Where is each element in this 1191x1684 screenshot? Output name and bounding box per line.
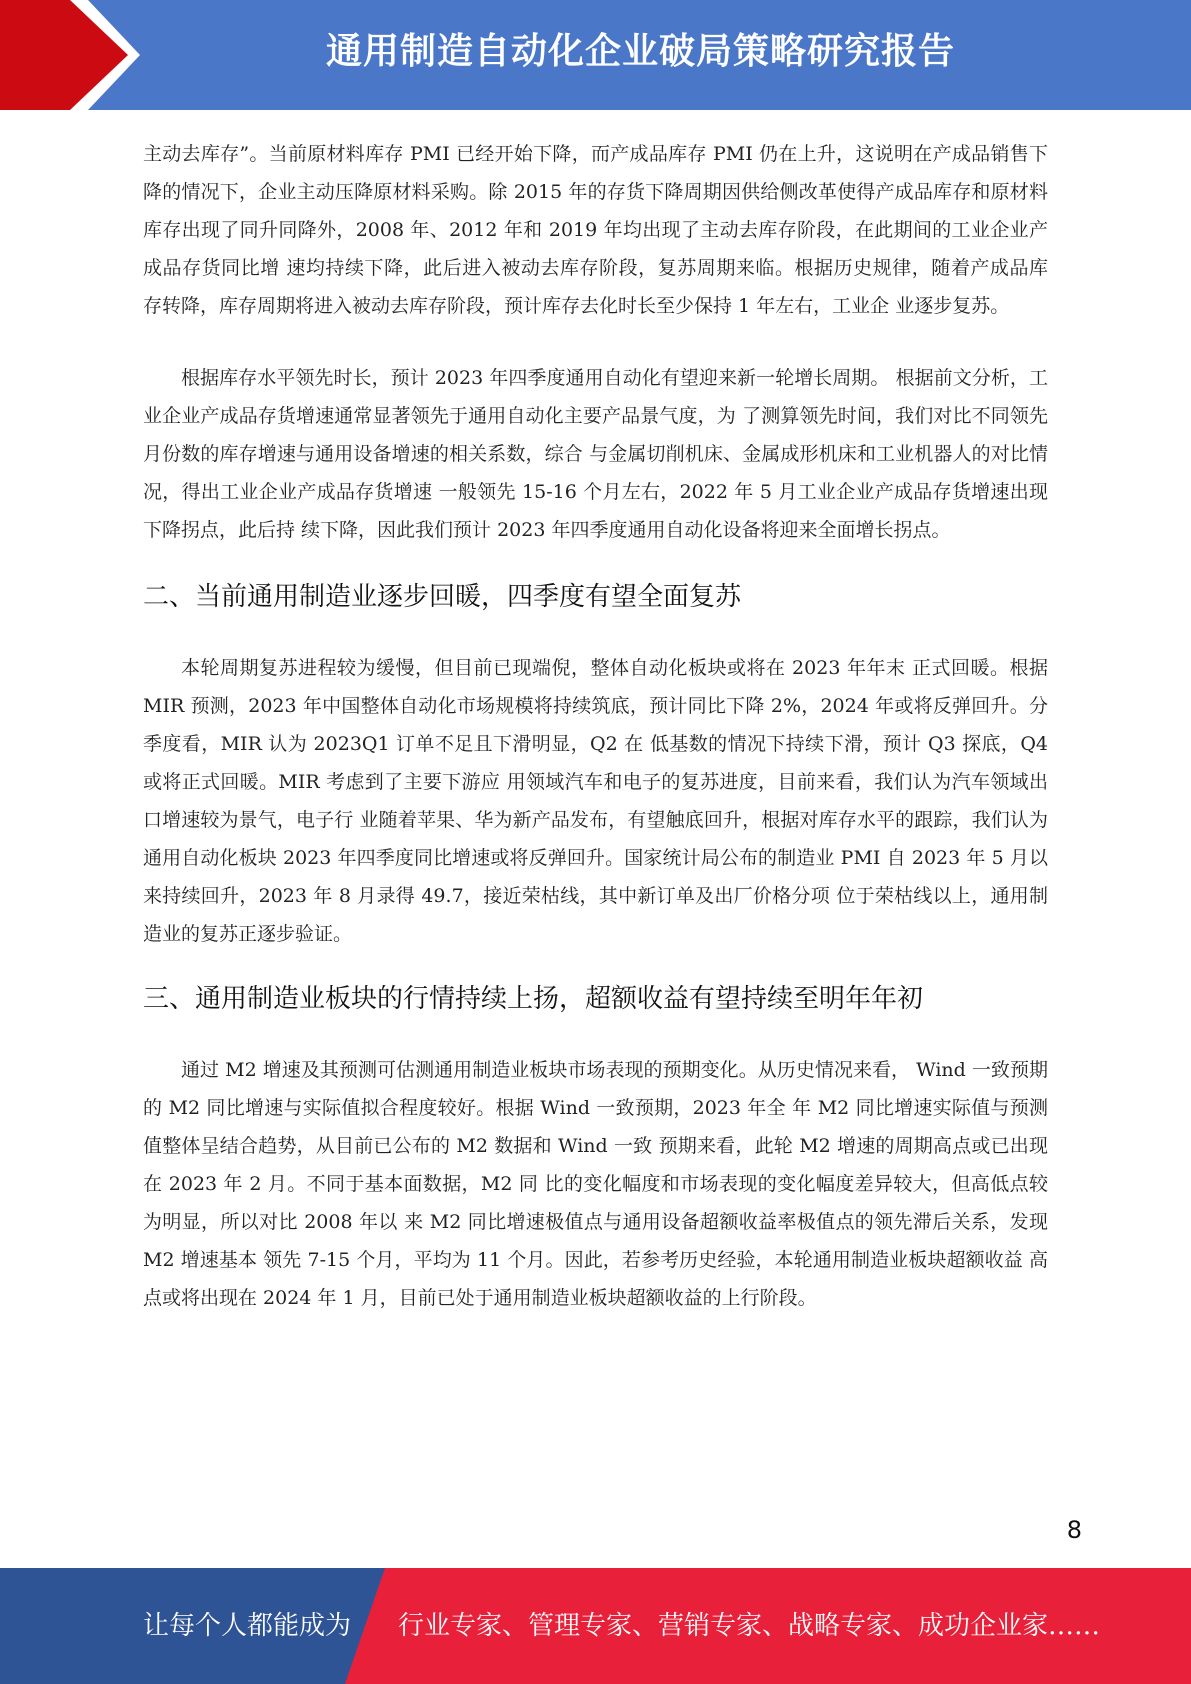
- footer-slogan-left: 让每个人都能成为: [143, 1611, 352, 1641]
- paragraph-growth-cycle: 根据库存水平领先时长，预计 2023 年四季度通用自动化有望迎来新一轮增长周期。 根据前文分析，工业企业产成品存货增速通常显著领先于通用自动化主要产品景气度，为 了测算领先时间，我们对比不同领先月份数的库存增速与通用设备增速的相关系数，综合 与金属切削机床、金属成形机床和工业机器人的对比情况，得出工业企业产成品存货增速 一般领先 15-16 个月左右，2022 年 5 月工业企业产成品存货增速出现下降拐点，此后持 续下降，因此我们预计 2023 年四季度通用自动化设备将迎来全面增长拐点。: [143, 367, 1048, 541]
- page-footer: [0, 1568, 1191, 1684]
- section-heading-excess-return: 三、通用制造业板块的行情持续上扬，超额收益有望持续至明年年初: [143, 984, 924, 1014]
- main-content: [143, 135, 1048, 1317]
- section-heading-recovery: 二、当前通用制造业逐步回暖，四季度有望全面复苏: [143, 582, 742, 612]
- report-title: 通用制造自动化企业破局策略研究报告: [325, 31, 955, 72]
- footer-slogan-right: 行业专家、管理专家、营销专家、战略专家、成功企业家……: [398, 1611, 1101, 1641]
- red-chevron-decoration: [0, 0, 150, 110]
- paragraph-inventory-cycle: 主动去库存”。当前原材料库存 PMI 已经开始下降，而产成品库存 PMI 仍在上升，这说明在产成品销售下降的情况下，企业主动压降原材料采购。除 2015 年的存货下降周期因供给侧改革使得产成品库存和原材料库存出现了同升同降外，2008 年、2012 年和 2019 年均出现了主动去库存阶段，在此期间的工业企业产成品存货同比增 速均持续下降，此后进入被动去库存阶段，复苏周期来临。根据历史规律，随着产成品库 存转降，库存周期将进入被动去库存阶段，预计库存去化时长至少保持 1 年左右，工业企 业逐步复苏。: [143, 143, 1048, 317]
- page-header: [0, 0, 1191, 110]
- paragraph-recovery: 本轮周期复苏进程较为缓慢，但目前已现端倪，整体自动化板块或将在 2023 年年末 正式回暖。根据 MIR 预测，2023 年中国整体自动化市场规模将持续筑底，预计同比下降 2%，2024 年或将反弹回升。分季度看，MIR 认为 2023Q1 订单不足且下滑明显，Q2 在 低基数的情况下持续下滑，预计 Q3 探底，Q4 或将正式回暖。MIR 考虑到了主要下游应 用领域汽车和电子的复苏进度，目前来看，我们认为汽车领域出口增速较为景气，电子行 业随着苹果、华为新产品发布，有望触底回升，根据对库存水平的跟踪，我们认为通用自动化板块 2023 年四季度同比增速或将反弹回升。国家统计局公布的制造业 PMI 自 2023 年 5 月以来持续回升，2023 年 8 月录得 49.7，接近荣枯线，其中新订单及出厂价格分项 位于荣枯线以上，通用制造业的复苏正逐步验证。: [143, 657, 1048, 945]
- paragraph-m2: 通过 M2 增速及其预测可估测通用制造业板块市场表现的预期变化。从历史情况来看， Wind 一致预期的 M2 同比增速与实际值拟合程度较好。根据 Wind 一致预期，2023 年全 年 M2 同比增速实际值与预测值整体呈结合趋势，从目前已公布的 M2 数据和 Wind 一致 预期来看，此轮 M2 增速的周期高点或已出现在 2023 年 2 月。不同于基本面数据，M2 同 比的变化幅度和市场表现的变化幅度差异较大，但高低点较为明显，所以对比 2008 年以 来 M2 同比增速极值点与通用设备超额收益率极值点的领先滞后关系，发现 M2 增速基本 领先 7-15 个月，平均为 11 个月。因此，若参考历史经验，本轮通用制造业板块超额收益 高点或将出现在 2024 年 1 月，目前已处于通用制造业板块超额收益的上行阶段。: [143, 1059, 1048, 1309]
- page-number: 8: [1066, 1516, 1082, 1544]
